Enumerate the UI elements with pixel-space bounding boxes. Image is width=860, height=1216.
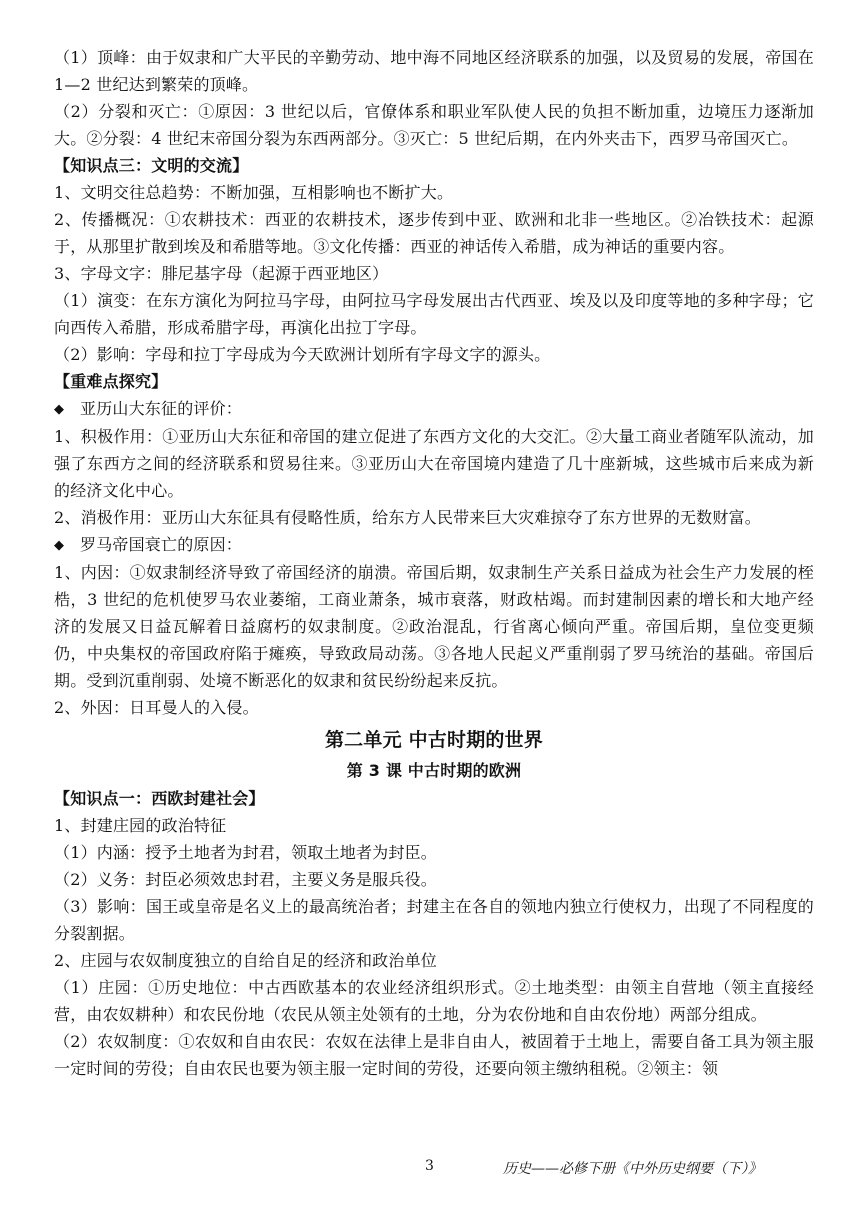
paragraph: （2）农奴制度：①农奴和自由农民：农奴在法律上是非自由人，被固着于土地上，需要自备工具为领主服一定时间的劳役；自由农民也要为领主服一定时间的劳役，还要向领主缴纳租税。②领主：领 <box>54 1032 814 1078</box>
paragraph: 1、封建庄园的政治特征 <box>54 816 227 835</box>
section-heading: 【重难点探究】 <box>54 372 168 391</box>
paragraph: 1、内因：①奴隶制经济导致了帝国经济的崩溃。帝国后期，奴隶制生产关系日益成为社会生产力发展的桎梏，3 世纪的危机使罗马农业萎缩，工商业萧条，城市衰落，财政枯竭。而封建制因素的增长和大地产经济的发展又日益瓦解着日益腐朽的奴隶制度。②政治混乱，行省离心倾向严重。帝国后期，皇位变更频仍，中央集权的帝国政府陷于瘫痪，导致政局动荡。③各地人民起义严重削弱了罗马统治的基础。帝国后期。受到沉重削弱、处境不断恶化的奴隶和贫民纷纷起来反抗。 <box>54 563 814 690</box>
footer-text: 历史——必修下册《中外历史纲要（下）》 <box>503 1161 762 1177</box>
bullet-item <box>54 395 814 423</box>
paragraph: （2）分裂和灭亡：①原因：3 世纪以后，官僚体系和职业军队使人民的负担不断加重，边境压力逐渐加大。②分裂：4 世纪末帝国分裂为东西两部分。③灭亡：5 世纪后期，在内外夹击下，西罗马帝国灭亡。 <box>54 102 814 148</box>
paragraph: 2、外因：日耳曼人的入侵。 <box>54 698 259 717</box>
section-heading: 【知识点三：文明的交流】 <box>54 156 249 175</box>
paragraph: （3）影响：国王或皇帝是名义上的最高统治者；封建主在各自的领地内独立行使权力，出现了不同程度的分裂割据。 <box>54 897 814 943</box>
paragraph: （1）演变：在东方演化为阿拉马字母，由阿拉马字母发展出古代西亚、埃及以及印度等地的多种字母；它向西传入希腊，形成希腊字母，再演化出拉丁字母。 <box>54 291 814 337</box>
bullet-text: 罗马帝国衰亡的原因： <box>80 535 243 554</box>
bullet-item <box>54 531 814 559</box>
paragraph: 1、积极作用：①亚历山大东征和帝国的建立促进了东西方文化的大交汇。②大量工商业者随军队流动，加强了东西方之间的经济联系和贸易往来。③亚历山大在帝国境内建造了几十座新城，这些城市后来成为新的经济文化中心。 <box>54 427 814 500</box>
bullet-text: 亚历山大东征的评价： <box>80 399 243 418</box>
paragraph: 2、庄园与农奴制度独立的自给自足的经济和政治单位 <box>54 951 437 970</box>
paragraph: 1、文明交往总趋势：不断加强，互相影响也不断扩大。 <box>54 183 454 202</box>
paragraph: （1）内涵：授予土地者为封君，领取土地者为封臣。 <box>54 843 437 862</box>
document-page <box>54 44 814 1082</box>
diamond-bullet-icon: ◆ <box>54 402 65 417</box>
lesson-title: 第 3 课 中古时期的欧洲 <box>346 761 522 780</box>
paragraph: 3、字母文字：腓尼基字母（起源于西亚地区） <box>54 264 389 283</box>
section-heading: 【知识点一：西欧封建社会】 <box>54 789 265 808</box>
paragraph: 2、传播概况：①农耕技术：西亚的农耕技术，逐步传到中亚、欧洲和北非一些地区。②冶铁技术：起源于，从那里扩散到埃及和希腊等地。③文化传播：西亚的神话传入希腊，成为神话的重要内容。 <box>54 210 814 256</box>
paragraph: （1）庄园：①历史地位：中古西欧基本的农业经济组织形式。②土地类型：由领主自营地（领主直接经营，由农奴耕种）和农民份地（农民从领主处领有的土地，分为农份地和自由农份地）两部分组成。 <box>54 978 814 1024</box>
paragraph: （2）义务：封臣必须效忠封君，主要义务是服兵役。 <box>54 870 437 889</box>
unit-title: 第二单元 中古时期的世界 <box>324 729 543 751</box>
diamond-bullet-icon: ◆ <box>54 538 65 553</box>
paragraph: 2、消极作用：亚历山大东征具有侵略性质，给东方人民带来巨大灾难掠夺了东方世界的无数财富。 <box>54 508 761 527</box>
paragraph: （2）影响：字母和拉丁字母成为今天欧洲计划所有字母文字的源头。 <box>54 345 551 364</box>
paragraph: （1）顶峰：由于奴隶和广大平民的辛勤劳动、地中海不同地区经济联系的加强，以及贸易的发展，帝国在 1—2 世纪达到繁荣的顶峰。 <box>54 48 814 94</box>
page-number: 3 <box>425 1158 434 1174</box>
